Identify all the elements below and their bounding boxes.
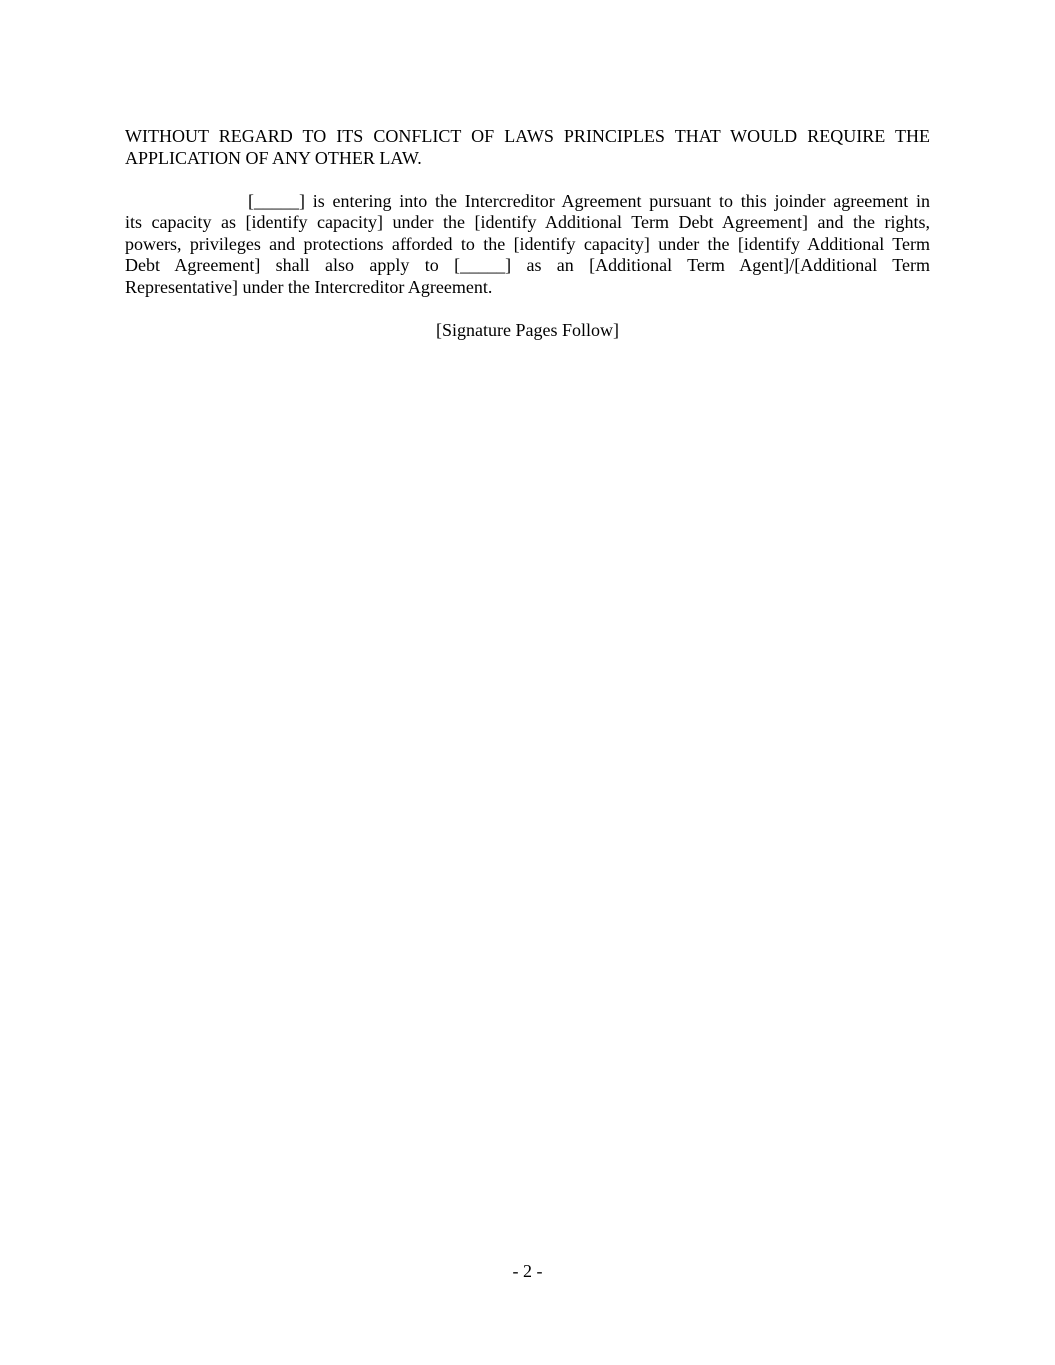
paragraph-governing-law: [125, 126, 930, 169]
text-line: Representative] under the Intercreditor Agreement.: [125, 276, 493, 297]
text-line: Debt Agreement] shall also apply to [_____] as an [Additional Term Agent]/[Additional Term: [125, 255, 930, 275]
text-line: powers, privileges and protections afforded to the [identify capacity] under the [identify Additional Term: [125, 233, 930, 254]
page-number: - 2 -: [512, 1261, 543, 1281]
signature-pages-note: [Signature Pages Follow]: [436, 319, 619, 340]
text-line: its capacity as [identify capacity] under the [identify Additional Term Debt Agreement] and the rights,: [125, 212, 930, 232]
paragraph-joinder: [125, 191, 930, 299]
text-line: WITHOUT REGARD TO ITS CONFLICT OF LAWS PRINCIPLES THAT WOULD REQUIRE THE: [125, 126, 930, 146]
text-line: [_____] is entering into the Intercreditor Agreement pursuant to this joinder agreement in: [248, 190, 930, 211]
text-line: APPLICATION OF ANY OTHER LAW.: [125, 147, 422, 168]
document-body: [125, 126, 930, 341]
